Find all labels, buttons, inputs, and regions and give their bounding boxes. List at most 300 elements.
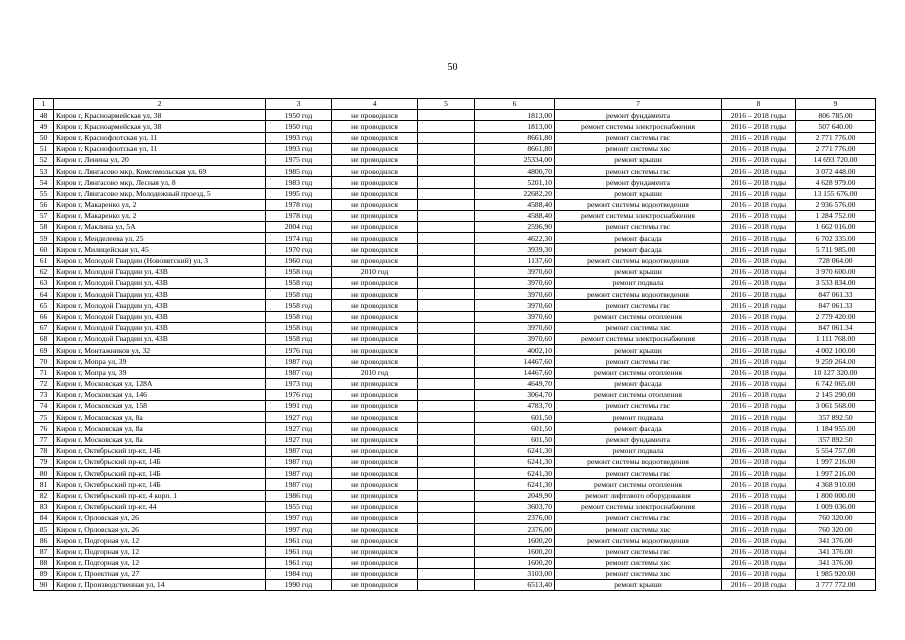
row-number-cell: 78 bbox=[34, 445, 54, 456]
col-5-cell bbox=[418, 333, 475, 344]
year-built-cell: 1987 год bbox=[266, 468, 332, 479]
table-row bbox=[34, 367, 876, 378]
cost-cell: 4 628 979.00 bbox=[796, 177, 876, 188]
row-number-cell: 89 bbox=[34, 568, 54, 579]
period-cell: 2016 – 2018 годы bbox=[722, 322, 796, 333]
period-cell: 2016 – 2018 годы bbox=[722, 445, 796, 456]
cost-cell: 847 061.34 bbox=[796, 322, 876, 333]
cost-cell: 3 533 834.00 bbox=[796, 278, 876, 289]
row-number-cell: 74 bbox=[34, 401, 54, 412]
period-cell: 2016 – 2018 годы bbox=[722, 311, 796, 322]
row-number-cell: 69 bbox=[34, 345, 54, 356]
cost-cell: 1 184 955.00 bbox=[796, 423, 876, 434]
work-type-cell: ремонт крыши bbox=[555, 188, 722, 199]
period-cell: 2016 – 2018 годы bbox=[722, 188, 796, 199]
address-cell: Киров г, Октябрьский пр-кт, 44 bbox=[54, 501, 266, 512]
table-row bbox=[34, 401, 876, 412]
table-row bbox=[34, 199, 876, 210]
col-5-cell bbox=[418, 300, 475, 311]
period-cell: 2016 – 2018 годы bbox=[722, 166, 796, 177]
col-5-cell bbox=[418, 166, 475, 177]
period-cell: 2016 – 2018 годы bbox=[722, 199, 796, 210]
last-repair-cell: не проводился bbox=[332, 345, 418, 356]
period-cell: 2016 – 2018 годы bbox=[722, 389, 796, 400]
work-type-cell: ремонт системы хвс bbox=[555, 143, 722, 154]
last-repair-cell: не проводился bbox=[332, 423, 418, 434]
cost-cell: 5 711 985.00 bbox=[796, 244, 876, 255]
year-built-cell: 1960 год bbox=[266, 255, 332, 266]
cost-cell: 507 640.00 bbox=[796, 121, 876, 132]
table-row bbox=[34, 378, 876, 389]
area-cell: 3970,60 bbox=[475, 322, 555, 333]
work-type-cell: ремонт фундамента bbox=[555, 110, 722, 121]
address-cell: Киров г, Молодой Гвардии ул, 43В bbox=[54, 322, 266, 333]
work-type-cell: ремонт системы отопления bbox=[555, 389, 722, 400]
area-cell: 8661,80 bbox=[475, 143, 555, 154]
period-cell: 2016 – 2018 годы bbox=[722, 434, 796, 445]
last-repair-cell: не проводился bbox=[332, 580, 418, 591]
address-cell: Киров г, Октябрьский пр-кт, 14Б bbox=[54, 468, 266, 479]
area-cell: 3970,60 bbox=[475, 300, 555, 311]
table-row bbox=[34, 132, 876, 143]
col-5-cell bbox=[418, 512, 475, 523]
area-cell: 2376,00 bbox=[475, 512, 555, 523]
period-cell: 2016 – 2018 годы bbox=[722, 378, 796, 389]
year-built-cell: 1987 год bbox=[266, 457, 332, 468]
period-cell: 2016 – 2018 годы bbox=[722, 300, 796, 311]
address-cell: Киров г, Московская ул, 8а bbox=[54, 412, 266, 423]
last-repair-cell: не проводился bbox=[332, 278, 418, 289]
area-cell: 601,50 bbox=[475, 434, 555, 445]
area-cell: 14467,60 bbox=[475, 356, 555, 367]
table-row bbox=[34, 524, 876, 535]
row-number-cell: 68 bbox=[34, 333, 54, 344]
row-number-cell: 82 bbox=[34, 490, 54, 501]
last-repair-cell: не проводился bbox=[332, 479, 418, 490]
column-header-7: 7 bbox=[555, 99, 722, 110]
area-cell: 3970,60 bbox=[475, 333, 555, 344]
period-cell: 2016 – 2018 годы bbox=[722, 132, 796, 143]
cost-cell: 357 892.50 bbox=[796, 434, 876, 445]
work-type-cell: ремонт системы хвс bbox=[555, 557, 722, 568]
period-cell: 2016 – 2018 годы bbox=[722, 535, 796, 546]
area-cell: 1600,20 bbox=[475, 557, 555, 568]
table-row bbox=[34, 501, 876, 512]
address-cell: Киров г, Молодой Гвардии ул, 43В bbox=[54, 289, 266, 300]
year-built-cell: 1987 год bbox=[266, 479, 332, 490]
address-cell: Киров г, Молодой Гвардии ул, 43В bbox=[54, 333, 266, 344]
year-built-cell: 1970 год bbox=[266, 244, 332, 255]
work-type-cell: ремонт лифтового оборудования bbox=[555, 490, 722, 501]
area-cell: 3939,30 bbox=[475, 244, 555, 255]
col-5-cell bbox=[418, 546, 475, 557]
col-5-cell bbox=[418, 445, 475, 456]
period-cell: 2016 – 2018 годы bbox=[722, 367, 796, 378]
table-row bbox=[34, 445, 876, 456]
area-cell: 3970,60 bbox=[475, 278, 555, 289]
last-repair-cell: не проводился bbox=[332, 445, 418, 456]
year-built-cell: 1983 год bbox=[266, 177, 332, 188]
area-cell: 6513,40 bbox=[475, 580, 555, 591]
area-cell: 4588,40 bbox=[475, 199, 555, 210]
area-cell: 4800,70 bbox=[475, 166, 555, 177]
last-repair-cell: не проводился bbox=[332, 468, 418, 479]
address-cell: Киров г, Московская ул, 8а bbox=[54, 423, 266, 434]
year-built-cell: 1984 год bbox=[266, 568, 332, 579]
address-cell: Киров г, Подгорная ул, 12 bbox=[54, 557, 266, 568]
year-built-cell: 1961 год bbox=[266, 535, 332, 546]
col-5-cell bbox=[418, 378, 475, 389]
work-type-cell: ремонт системы гвс bbox=[555, 512, 722, 523]
last-repair-cell: не проводился bbox=[332, 233, 418, 244]
area-cell: 1600,20 bbox=[475, 535, 555, 546]
col-5-cell bbox=[418, 490, 475, 501]
period-cell: 2016 – 2018 годы bbox=[722, 490, 796, 501]
period-cell: 2016 – 2018 годы bbox=[722, 512, 796, 523]
work-type-cell: ремонт крыши bbox=[555, 154, 722, 165]
row-number-cell: 79 bbox=[34, 457, 54, 468]
year-built-cell: 1950 год bbox=[266, 121, 332, 132]
row-number-cell: 52 bbox=[34, 154, 54, 165]
cost-cell: 1 997 216.00 bbox=[796, 468, 876, 479]
year-built-cell: 1976 год bbox=[266, 389, 332, 400]
area-cell: 6241,30 bbox=[475, 457, 555, 468]
cost-cell: 14 693 720.00 bbox=[796, 154, 876, 165]
last-repair-cell: не проводился bbox=[332, 121, 418, 132]
col-5-cell bbox=[418, 412, 475, 423]
last-repair-cell: не проводился bbox=[332, 490, 418, 501]
address-cell: Киров г, Октябрьский пр-кт, 4 корп. 1 bbox=[54, 490, 266, 501]
cost-cell: 357 892.50 bbox=[796, 412, 876, 423]
col-5-cell bbox=[418, 188, 475, 199]
work-type-cell: ремонт фасада bbox=[555, 378, 722, 389]
address-cell: Киров г, Подгорная ул, 12 bbox=[54, 546, 266, 557]
work-type-cell: ремонт системы хвс bbox=[555, 568, 722, 579]
table-row bbox=[34, 121, 876, 132]
table-row bbox=[34, 546, 876, 557]
period-cell: 2016 – 2018 годы bbox=[722, 121, 796, 132]
address-cell: Киров г, Октябрьский пр-кт, 14Б bbox=[54, 457, 266, 468]
last-repair-cell: не проводился bbox=[332, 222, 418, 233]
col-5-cell bbox=[418, 345, 475, 356]
table-row bbox=[34, 423, 876, 434]
col-5-cell bbox=[418, 457, 475, 468]
table-row bbox=[34, 479, 876, 490]
row-number-cell: 61 bbox=[34, 255, 54, 266]
table-row bbox=[34, 143, 876, 154]
cost-cell: 341 376.00 bbox=[796, 557, 876, 568]
address-cell: Киров г, Лянгасово мкр, Молодежный проезд, 5 bbox=[54, 188, 266, 199]
address-cell: Киров г, Краснофлотская ул, 11 bbox=[54, 143, 266, 154]
work-type-cell: ремонт системы электроснабжения bbox=[555, 210, 722, 221]
row-number-cell: 80 bbox=[34, 468, 54, 479]
area-cell: 25334,00 bbox=[475, 154, 555, 165]
year-built-cell: 1991 год bbox=[266, 401, 332, 412]
table-row bbox=[34, 557, 876, 568]
year-built-cell: 1985 год bbox=[266, 166, 332, 177]
last-repair-cell: не проводился bbox=[332, 501, 418, 512]
cost-cell: 6 702 335.00 bbox=[796, 233, 876, 244]
table-row bbox=[34, 457, 876, 468]
area-cell: 3064,70 bbox=[475, 389, 555, 400]
last-repair-cell: не проводился bbox=[332, 300, 418, 311]
cost-cell: 3 777 772.00 bbox=[796, 580, 876, 591]
table-row bbox=[34, 188, 876, 199]
work-type-cell: ремонт системы электроснабжения bbox=[555, 333, 722, 344]
col-5-cell bbox=[418, 210, 475, 221]
work-type-cell: ремонт системы гвс bbox=[555, 222, 722, 233]
cost-cell: 4 002 100.00 bbox=[796, 345, 876, 356]
area-cell: 601,50 bbox=[475, 423, 555, 434]
work-type-cell: ремонт системы гвс bbox=[555, 356, 722, 367]
table-row bbox=[34, 222, 876, 233]
address-cell: Киров г, Молодой Гвардии ул, 43В bbox=[54, 311, 266, 322]
last-repair-cell: не проводился bbox=[332, 199, 418, 210]
area-cell: 601,50 bbox=[475, 412, 555, 423]
row-number-cell: 70 bbox=[34, 356, 54, 367]
row-number-cell: 55 bbox=[34, 188, 54, 199]
col-5-cell bbox=[418, 244, 475, 255]
table-row bbox=[34, 154, 876, 165]
row-number-cell: 77 bbox=[34, 434, 54, 445]
row-number-cell: 86 bbox=[34, 535, 54, 546]
address-cell: Киров г, Производственная ул, 14 bbox=[54, 580, 266, 591]
work-type-cell: ремонт системы отопления bbox=[555, 479, 722, 490]
col-5-cell bbox=[418, 568, 475, 579]
area-cell: 6241,30 bbox=[475, 468, 555, 479]
row-number-cell: 49 bbox=[34, 121, 54, 132]
table-row bbox=[34, 244, 876, 255]
address-cell: Киров г, Макаренко ул, 2 bbox=[54, 210, 266, 221]
cost-cell: 1 800 000.00 bbox=[796, 490, 876, 501]
column-header-8: 8 bbox=[722, 99, 796, 110]
address-cell: Киров г, Молодой Гвардии (Нововятский) ул, 3 bbox=[54, 255, 266, 266]
address-cell: Киров г, Ленина ул, 20 bbox=[54, 154, 266, 165]
work-type-cell: ремонт системы водоотведения bbox=[555, 289, 722, 300]
cost-cell: 4 368 910.00 bbox=[796, 479, 876, 490]
table-row bbox=[34, 177, 876, 188]
work-type-cell: ремонт крыши bbox=[555, 580, 722, 591]
area-cell: 1813,00 bbox=[475, 121, 555, 132]
work-type-cell: ремонт системы водоотведения bbox=[555, 255, 722, 266]
area-cell: 3970,60 bbox=[475, 289, 555, 300]
cost-cell: 341 376.00 bbox=[796, 546, 876, 557]
cost-cell: 13 155 676.00 bbox=[796, 188, 876, 199]
last-repair-cell: не проводился bbox=[332, 188, 418, 199]
table-row bbox=[34, 535, 876, 546]
year-built-cell: 1927 год bbox=[266, 434, 332, 445]
column-header-6: 6 bbox=[475, 99, 555, 110]
period-cell: 2016 – 2018 годы bbox=[722, 524, 796, 535]
column-header-1: 1 bbox=[34, 99, 54, 110]
area-cell: 4622,30 bbox=[475, 233, 555, 244]
area-cell: 2596,90 bbox=[475, 222, 555, 233]
year-built-cell: 1987 год bbox=[266, 445, 332, 456]
last-repair-cell: не проводился bbox=[332, 524, 418, 535]
table-row bbox=[34, 468, 876, 479]
row-number-cell: 76 bbox=[34, 423, 54, 434]
col-5-cell bbox=[418, 143, 475, 154]
address-cell: Киров г, Красноармейская ул, 38 bbox=[54, 121, 266, 132]
area-cell: 4783,70 bbox=[475, 401, 555, 412]
last-repair-cell: 2010 год bbox=[332, 367, 418, 378]
address-cell: Киров г, Молодой Гвардии ул, 43В bbox=[54, 266, 266, 277]
col-5-cell bbox=[418, 356, 475, 367]
period-cell: 2016 – 2018 годы bbox=[722, 255, 796, 266]
area-cell: 4649,70 bbox=[475, 378, 555, 389]
row-number-cell: 90 bbox=[34, 580, 54, 591]
period-cell: 2016 – 2018 годы bbox=[722, 345, 796, 356]
cost-cell: 806 785.00 bbox=[796, 110, 876, 121]
cost-cell: 1 009 036.00 bbox=[796, 501, 876, 512]
work-type-cell: ремонт системы водоотведения bbox=[555, 535, 722, 546]
period-cell: 2016 – 2018 годы bbox=[722, 557, 796, 568]
col-5-cell bbox=[418, 110, 475, 121]
address-cell: Киров г, Лянгасово мкр, Комсомольская ул, 69 bbox=[54, 166, 266, 177]
cost-cell: 5 554 757.00 bbox=[796, 445, 876, 456]
work-type-cell: ремонт системы отопления bbox=[555, 367, 722, 378]
last-repair-cell: не проводился bbox=[332, 333, 418, 344]
year-built-cell: 2004 год bbox=[266, 222, 332, 233]
cost-cell: 2 145 290.00 bbox=[796, 389, 876, 400]
area-cell: 3970,60 bbox=[475, 311, 555, 322]
table-row bbox=[34, 233, 876, 244]
year-built-cell: 1987 год bbox=[266, 367, 332, 378]
year-built-cell: 1976 год bbox=[266, 345, 332, 356]
area-cell: 3603,70 bbox=[475, 501, 555, 512]
work-type-cell: ремонт системы электроснабжения bbox=[555, 121, 722, 132]
area-cell: 1813,00 bbox=[475, 110, 555, 121]
cost-cell: 2 771 776.00 bbox=[796, 143, 876, 154]
col-5-cell bbox=[418, 177, 475, 188]
page-number: 50 bbox=[447, 62, 458, 73]
area-cell: 4002,10 bbox=[475, 345, 555, 356]
year-built-cell: 1974 год bbox=[266, 233, 332, 244]
address-cell: Киров г, Орловская ул, 26 bbox=[54, 512, 266, 523]
address-cell: Киров г, Краснофлотская ул, 11 bbox=[54, 132, 266, 143]
address-cell: Киров г, Октябрьский пр-кт, 14Б bbox=[54, 445, 266, 456]
period-cell: 2016 – 2018 годы bbox=[722, 177, 796, 188]
cost-cell: 728 064.00 bbox=[796, 255, 876, 266]
col-5-cell bbox=[418, 524, 475, 535]
area-cell: 2376,00 bbox=[475, 524, 555, 535]
row-number-cell: 72 bbox=[34, 378, 54, 389]
address-cell: Киров г, Московская ул, 8а bbox=[54, 434, 266, 445]
address-cell: Киров г, Лянгасово мкр, Лесная ул, 8 bbox=[54, 177, 266, 188]
table-row bbox=[34, 210, 876, 221]
last-repair-cell: не проводился bbox=[332, 378, 418, 389]
work-type-cell: ремонт системы гвс bbox=[555, 468, 722, 479]
col-5-cell bbox=[418, 468, 475, 479]
period-cell: 2016 – 2018 годы bbox=[722, 457, 796, 468]
year-built-cell: 1986 год bbox=[266, 490, 332, 501]
period-cell: 2016 – 2018 годы bbox=[722, 333, 796, 344]
table-row bbox=[34, 412, 876, 423]
cost-cell: 6 742 065.00 bbox=[796, 378, 876, 389]
address-cell: Киров г, Молодой Гвардии ул, 43В bbox=[54, 278, 266, 289]
col-5-cell bbox=[418, 289, 475, 300]
address-cell: Киров г, Московская ул, 158 bbox=[54, 401, 266, 412]
col-5-cell bbox=[418, 154, 475, 165]
cost-cell: 760 320.00 bbox=[796, 524, 876, 535]
address-cell: Киров г, Монтажников ул, 32 bbox=[54, 345, 266, 356]
cost-cell: 2 771 776.00 bbox=[796, 132, 876, 143]
row-number-cell: 84 bbox=[34, 512, 54, 523]
row-number-cell: 59 bbox=[34, 233, 54, 244]
area-cell: 3970,60 bbox=[475, 266, 555, 277]
address-cell: Киров г, Маклина ул, 5А bbox=[54, 222, 266, 233]
row-number-cell: 53 bbox=[34, 166, 54, 177]
period-cell: 2016 – 2018 годы bbox=[722, 580, 796, 591]
row-number-cell: 71 bbox=[34, 367, 54, 378]
row-number-cell: 85 bbox=[34, 524, 54, 535]
table-row bbox=[34, 333, 876, 344]
address-cell: Киров г, Московская ул, 128А bbox=[54, 378, 266, 389]
last-repair-cell: не проводился bbox=[332, 110, 418, 121]
row-number-cell: 73 bbox=[34, 389, 54, 400]
col-5-cell bbox=[418, 266, 475, 277]
area-cell: 1137,60 bbox=[475, 255, 555, 266]
area-cell: 2049,90 bbox=[475, 490, 555, 501]
year-built-cell: 1927 год bbox=[266, 412, 332, 423]
column-header-5: 5 bbox=[418, 99, 475, 110]
last-repair-cell: не проводился bbox=[332, 210, 418, 221]
row-number-cell: 67 bbox=[34, 322, 54, 333]
repair-register-table bbox=[33, 98, 876, 591]
row-number-cell: 56 bbox=[34, 199, 54, 210]
col-5-cell bbox=[418, 580, 475, 591]
period-cell: 2016 – 2018 годы bbox=[722, 210, 796, 221]
last-repair-cell: не проводился bbox=[332, 143, 418, 154]
last-repair-cell: не проводился bbox=[332, 289, 418, 300]
table-row bbox=[34, 289, 876, 300]
work-type-cell: ремонт системы гвс bbox=[555, 132, 722, 143]
column-header-9: 9 bbox=[796, 99, 876, 110]
year-built-cell: 1997 год bbox=[266, 512, 332, 523]
work-type-cell: ремонт системы электроснабжения bbox=[555, 501, 722, 512]
cost-cell: 1 284 752.00 bbox=[796, 210, 876, 221]
area-cell: 3103,00 bbox=[475, 568, 555, 579]
period-cell: 2016 – 2018 годы bbox=[722, 423, 796, 434]
row-number-cell: 87 bbox=[34, 546, 54, 557]
table-row bbox=[34, 490, 876, 501]
work-type-cell: ремонт подвала bbox=[555, 412, 722, 423]
cost-cell: 1 997 216.00 bbox=[796, 457, 876, 468]
work-type-cell: ремонт системы хвс bbox=[555, 322, 722, 333]
period-cell: 2016 – 2018 годы bbox=[722, 546, 796, 557]
period-cell: 2016 – 2018 годы bbox=[722, 468, 796, 479]
work-type-cell: ремонт крыши bbox=[555, 266, 722, 277]
work-type-cell: ремонт системы отопления bbox=[555, 311, 722, 322]
col-5-cell bbox=[418, 389, 475, 400]
work-type-cell: ремонт фасада bbox=[555, 233, 722, 244]
cost-cell: 1 985 920.00 bbox=[796, 568, 876, 579]
col-5-cell bbox=[418, 501, 475, 512]
row-number-cell: 64 bbox=[34, 289, 54, 300]
year-built-cell: 1958 год bbox=[266, 266, 332, 277]
table-row bbox=[34, 300, 876, 311]
table-row bbox=[34, 568, 876, 579]
column-header-2: 2 bbox=[54, 99, 266, 110]
cost-cell: 847 061.33 bbox=[796, 300, 876, 311]
period-cell: 2016 – 2018 годы bbox=[722, 479, 796, 490]
year-built-cell: 1958 год bbox=[266, 322, 332, 333]
table-row bbox=[34, 166, 876, 177]
last-repair-cell: не проводился bbox=[332, 389, 418, 400]
year-built-cell: 1955 год bbox=[266, 501, 332, 512]
last-repair-cell: не проводился bbox=[332, 244, 418, 255]
address-cell: Киров г, Октябрьский пр-кт, 14Б bbox=[54, 479, 266, 490]
